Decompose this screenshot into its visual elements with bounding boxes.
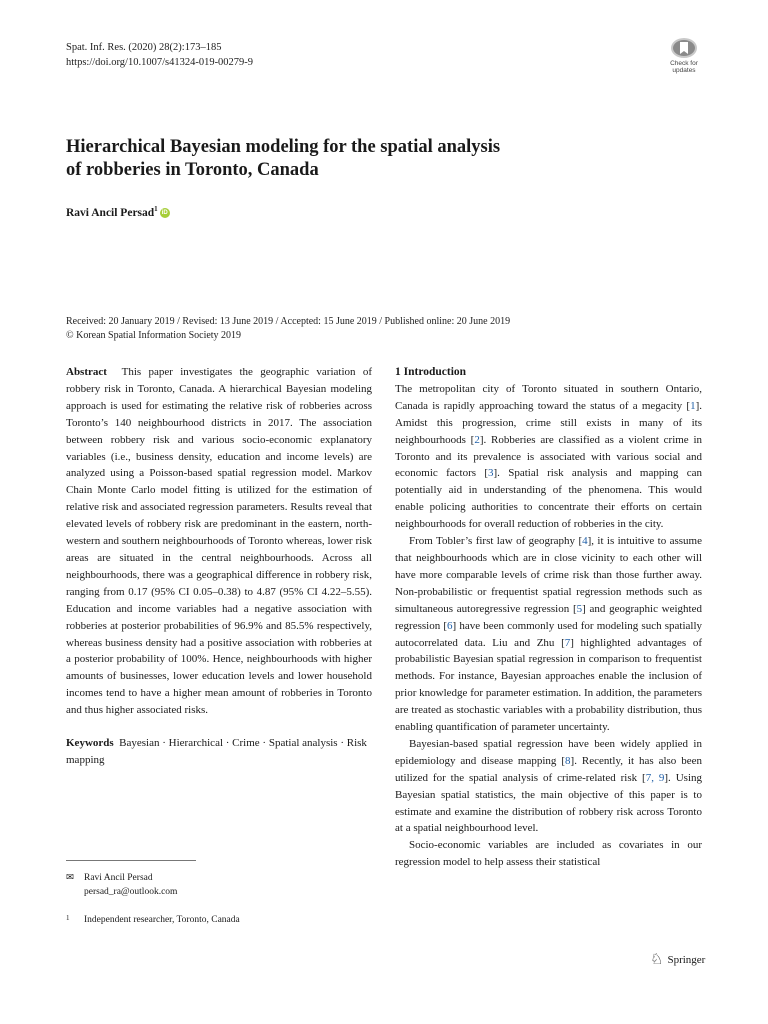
citation-link[interactable]: 4 xyxy=(582,535,588,548)
contact-email[interactable]: persad_ra@outlook.com xyxy=(84,886,178,897)
intro-paragraph-2: From Tobler’s first law of geography [4], it is intuitive to assume that neighbourhoods which are in close vicinity to each other will have more comparable levels of crime risk than those further away. Non-probabilistic or frequentist spatial regression methods such as simultaneous autoregressive regression [5] and geographic weighted regression [6] have been commonly used for modeling such spatially autocorrelated data. Liu and Zhu [7] highlighted advantages of probabilistic Bayesian spatial regression in comparison to frequentist methods. For instance, Bayesian approaches enable the inclusion of prior knowledge for parameter estimation. In addition, the parameters are treated as stochastic variables with a probability distribution, thus enabling quantification of parameter uncertainty. xyxy=(395,535,702,734)
citation-link[interactable]: 1 xyxy=(690,399,696,412)
citation-link[interactable]: 8 xyxy=(565,754,571,767)
citation-link[interactable]: 7, 9 xyxy=(645,771,665,784)
abstract-label: Abstract xyxy=(66,366,107,378)
citation-link[interactable]: 3 xyxy=(488,467,494,480)
section-heading-introduction: 1 Introduction xyxy=(395,366,467,378)
citation-link[interactable]: 6 xyxy=(447,619,453,632)
affiliation-mark: 1 xyxy=(154,205,158,213)
author-line xyxy=(66,205,170,219)
affiliation-footnote xyxy=(66,914,366,928)
intro-paragraph-4: Socio-economic variables are included as covariates in our regression model to help assess their statistical xyxy=(395,839,702,869)
affiliation-footnote-mark: 1 xyxy=(66,914,70,922)
publisher-footer xyxy=(650,950,705,969)
envelope-icon: ✉ xyxy=(66,873,74,883)
contact-name: Ravi Ancil Persad xyxy=(84,873,153,883)
orcid-icon[interactable]: iD xyxy=(161,210,168,217)
footnote-divider xyxy=(66,860,196,861)
introduction-column xyxy=(395,364,702,871)
journal-header xyxy=(66,40,253,70)
doi-link[interactable]: https://doi.org/10.1007/s41324-019-00279-9 xyxy=(66,57,254,68)
copyright-line: © Korean Spatial Information Society 2019 xyxy=(66,330,242,341)
author-name: Ravi Ancil Persad xyxy=(66,206,155,219)
journal-citation: Spat. Inf. Res. (2020) 28(2):173–185 xyxy=(66,42,222,53)
affiliation-text: Independent researcher, Toronto, Canada xyxy=(84,915,240,925)
springer-horse-icon: ♘ xyxy=(650,952,664,968)
citation-link[interactable]: 7 xyxy=(564,636,571,649)
abstract xyxy=(66,364,372,719)
abstract-column xyxy=(66,364,372,769)
abstract-text: This paper investigates the geographic variation of robbery risk in Toronto, Canada. A hierarchical Bayesian modeling approach is used for estimating the relative risk of robberies across Toronto’s 140 neighbourhood districts in 2017. The association between robbery risk and various socio-economic explanatory variables (i.e., business density, education and income levels) are analyzed using a Poisson-based spatial regression model. Markov Chain Monte Carlo model fitting is utilized for the estimation of relative risk and associated regression parameters. Results reveal that elevated levels of robbery risk are predominant in the eastern, north-western and southern neighbourhoods of Toronto whereas, lower risk areas are situated in the central neighbourhoods. Across all neighbourhoods, there was a geographical difference in robbery risk, ranging from 0.17 (95% CI 0.05–0.38) to 4.87 (95% CI 4.22–5.55). Education and income variables had a negative association with robberies at posterior probabilities of 96.9% and 85.5% respectively, whereas business density had a positive association with robberies at a posterior probability of 100%. Hence, neighbourhoods with higher amounts of businesses, lower education levels and lower household incomes tend to have a higher mean amount of robberies in Toronto and thus higher associated risks. xyxy=(66,366,373,717)
history-dates: Received: 20 January 2019 / Revised: 13 June 2019 / Accepted: 15 June 2019 / Published online: 20 June 2019 xyxy=(66,316,511,327)
intro-paragraph-3: Bayesian-based spatial regression have been widely applied in epidemiology and disease mapping [8]. Recently, it has also been utilized for the spatial analysis of crime-related risk [7, 9]. Using Bayesian spatial statistics, the main objective of this paper is to estimate and examine the distribution of robbery risk across Toronto at a spatial neighbourhood level. xyxy=(395,737,703,835)
check-for-updates-badge[interactable] xyxy=(666,38,702,74)
keywords xyxy=(66,735,372,769)
paper-title: Hierarchical Bayesian modeling for the spatial analysis of robberies in Toronto, Canada xyxy=(66,137,501,180)
bookmark-icon xyxy=(671,38,697,58)
citation-link[interactable]: 5 xyxy=(576,602,583,615)
publisher-name: Springer xyxy=(667,953,706,966)
intro-paragraph-1: The metropolitan city of Toronto situated in southern Ontario, Canada is rapidly approaching toward the status of a megacity [1]. Amidst this progression, crime still exists in many of its neighbourhoods [2]. Robberies are classified as a violent crime in Toronto and its prevalence is associated with various social and economic factors [3]. Spatial risk analysis and mapping can potentially aid in understanding of the phenomena. This would enable policing authorities to concentrate their efforts on certain neighbourhoods for overall reduction of robberies in the city. xyxy=(395,382,703,531)
citation-link[interactable]: 2 xyxy=(474,433,480,446)
publication-dates xyxy=(66,315,510,343)
keywords-text: Bayesian · Hierarchical · Crime · Spatial analysis · Risk mapping xyxy=(66,737,367,766)
corresponding-author-footnote xyxy=(66,872,366,899)
keywords-label: Keywords xyxy=(66,737,114,750)
badge-label: Check for updates xyxy=(670,60,698,74)
